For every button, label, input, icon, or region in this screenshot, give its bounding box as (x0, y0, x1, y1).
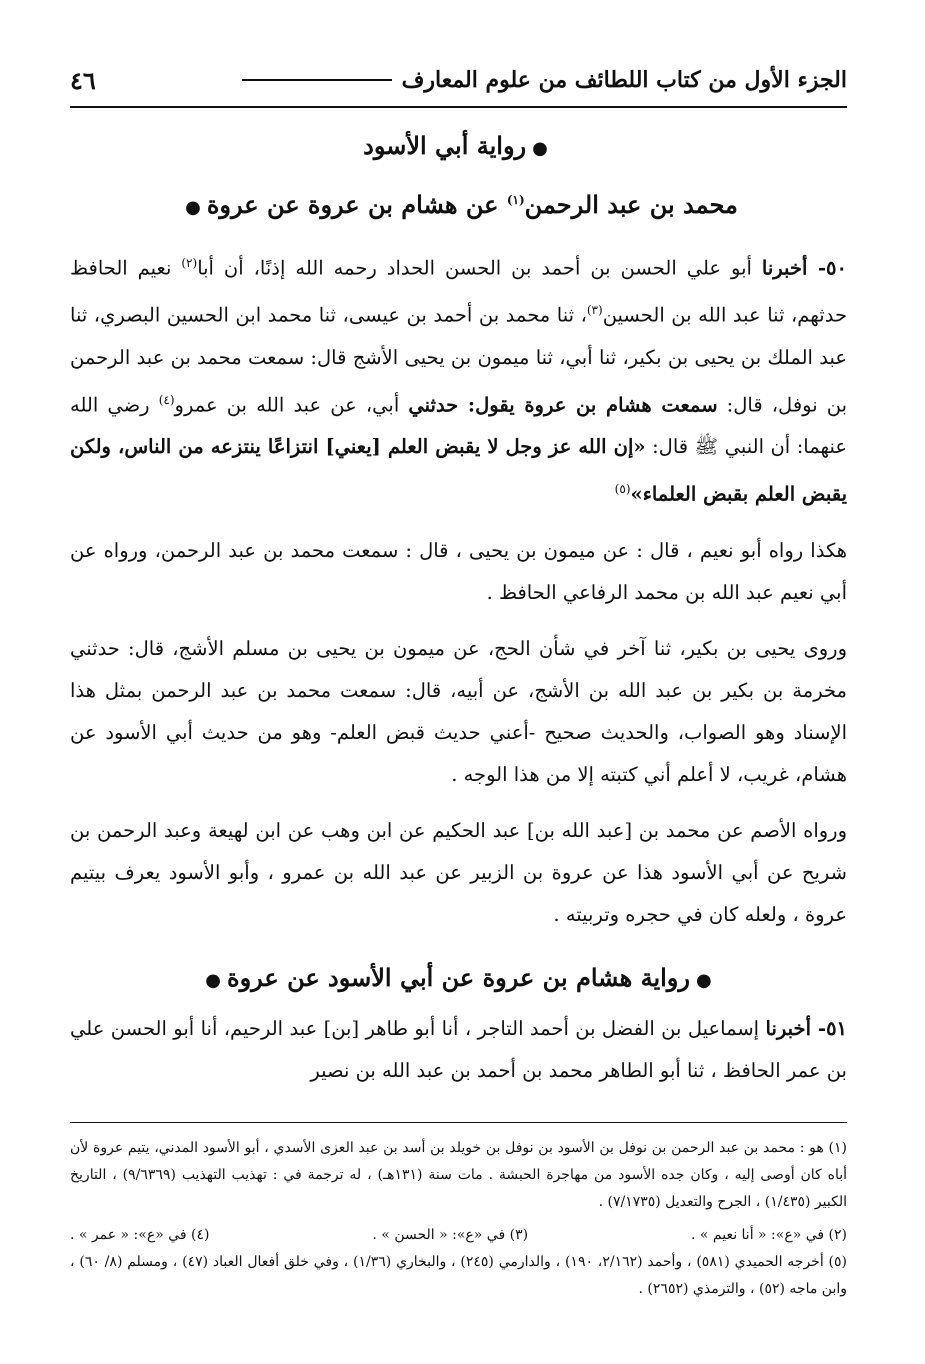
section-heading-chain (70, 191, 847, 220)
hadith-text-bold: سمعت هشام بن عروة يقول: حدثني (408, 393, 718, 417)
hadith-text: رضي الله عنهما: أن النبي ﷺ قال: (70, 393, 847, 459)
footnote-5: (٥) أخرجه الحميدي (٥٨١) ، وأحمد (٢/١٦٢، ١٩٠) ، والدارمي (٢٤٥) ، والبخاري (١/٣٦) ، وفي خلق أفعال العباد (٤٧) ، ومسلم (٨/ ٦٠) ، وابن ماجه (٥٢) ، والترمذي (٢٦٥٢) . (70, 1254, 847, 1298)
header-rule (242, 79, 392, 81)
hadith-51 (70, 1008, 847, 1092)
footnote-ref-1[interactable]: (١) (506, 192, 525, 207)
book-title: الجزء الأول من كتاب اللطائف من علوم المعارف (401, 67, 847, 93)
hadith-number: ٥١- أخبرنا (765, 1017, 848, 1041)
header-title-group (242, 67, 847, 93)
section-heading-abi-al-aswad (70, 132, 847, 161)
footnote-ref-3[interactable]: (٣) (586, 303, 603, 318)
footnote-4: (٤) في «ع»: « عمر » . (70, 1227, 210, 1244)
heading-text-a: محمد بن عبد الرحمن (524, 189, 738, 219)
hadith-text: أبو علي الحسن بن أحمد بن الحسن الحداد رحمه الله إذنًا، أن أبا (197, 256, 752, 280)
paragraph-2: هكذا رواه أبو نعيم ، قال : عن ميمون بن يحيى ، قال : سمعت محمد بن عبد الرحمن، ورواه عن أبي نعيم عبد الله بن محمد الرفاعي الحافظ . (70, 538, 847, 604)
bullet-icon: ● (185, 196, 201, 218)
hadith-50 (70, 242, 847, 516)
page-number: ٤٦ (70, 65, 96, 95)
hadith-number: ٥٠- أخبرنا (761, 256, 847, 280)
footnotes (70, 1122, 847, 1303)
hadith-text: نعيم الحافظ حدثهم، ثنا عبد الله بن الحسين (70, 256, 847, 327)
bullet-icon: ● (205, 969, 222, 991)
footnote-1: (١) هو : محمد بن عبد الرحمن بن نوفل بن الأسود بن نوفل بن خويلد بن أسد بن عبد العزى الأسدي ، أبو الأسود المدني، يتيم عروة لأن أباه كان أوصى إليه ، وكان جده الأسود من مهاجرة الحبشة . مات سنة (١٣١هـ) ، له ترجمة في : تهذيب التهذيب (٩/٦٣٦٩) ، التاريخ الكبير (١/٤٣٥) ، الجرح والتعديل (٧/١٧٣٥) . (70, 1140, 847, 1211)
paragraph-4: ورواه الأصم عن محمد بن [عبد الله بن] عبد الحكيم عن ابن وهب عن ابن لهيعة وعبد الرحمن بن شريح عن أبي الأسود هذا عن عروة بن الزبير عن عبد الله بن عمرو ، وأبو الأسود يعرف بيتيم عروة ، ولعله كان في حجره وتربيته . (70, 818, 847, 926)
hadith-text: إسماعيل بن الفضل بن أحمد التاجر ، أنا أبو طاهر [بن] عبد الرحيم، أنا أبو الحسن علي بن عمر الحافظ ، ثنا أبو الطاهر محمد بن أحمد بن عبد الله بن نصير (70, 1017, 847, 1083)
hadith-matn: «إن الله عز وجل لا يقبض العلم [يعني] انتزاعًا ينتزعه من الناس، ولكن يقبض العلم بقبض العلماء» (70, 435, 847, 506)
hadith-text: ، ثنا محمد بن أحمد بن عيسى، ثنا محمد ابن الحسين البصري، ثنا عبد الملك بن يحيى بن بكير، ثنا أبي، ثنا ميمون بن يحيى الأشج قال: سمعت محمد بن عبد الرحمن بن نوفل، قال: (70, 303, 848, 417)
heading-text: رواية أبي الأسود (363, 131, 527, 160)
hadith-text: أبي، عن عبد الله بن عمرو (174, 393, 400, 417)
footnote-ref-4[interactable]: (٤) (158, 392, 175, 407)
heading-text: رواية هشام بن عروة عن أبي الأسود عن عروة (227, 962, 690, 992)
bullet-icon: ● (532, 138, 548, 159)
heading-text-b: عن هشام بن عروة عن عروة (206, 189, 499, 219)
running-header (70, 58, 847, 108)
footnote-3: (٣) في «ع»: « الحسن » . (372, 1227, 529, 1244)
footnote-row (70, 1222, 847, 1249)
footnote-ref-2[interactable]: (٢) (181, 255, 198, 270)
footnote-ref-5[interactable]: (٥) (614, 482, 631, 497)
footnote-2: (٢) في «ع»: « أنا نعيم » . (690, 1227, 847, 1244)
bullet-icon: ● (695, 969, 712, 991)
section-heading-hisham (70, 964, 847, 993)
paragraph-3: وروى يحيى بن بكير، ثنا آخر في شأن الحج، عن ميمون بن يحيى بن مسلم الأشج، قال: حدثني مخرمة بن بكير بن عبد الله بن الأشج، عن أبيه، قال: سمعت محمد بن عبد الرحمن بمثل هذا الإسناد وهو الصواب، والحديث صحيح -أعني حديث قبض العلم- وهو من حديث أبي الأسود عن هشام، غريب، لا أعلم أني كتبته إلا من هذا الوجه . (70, 636, 847, 786)
